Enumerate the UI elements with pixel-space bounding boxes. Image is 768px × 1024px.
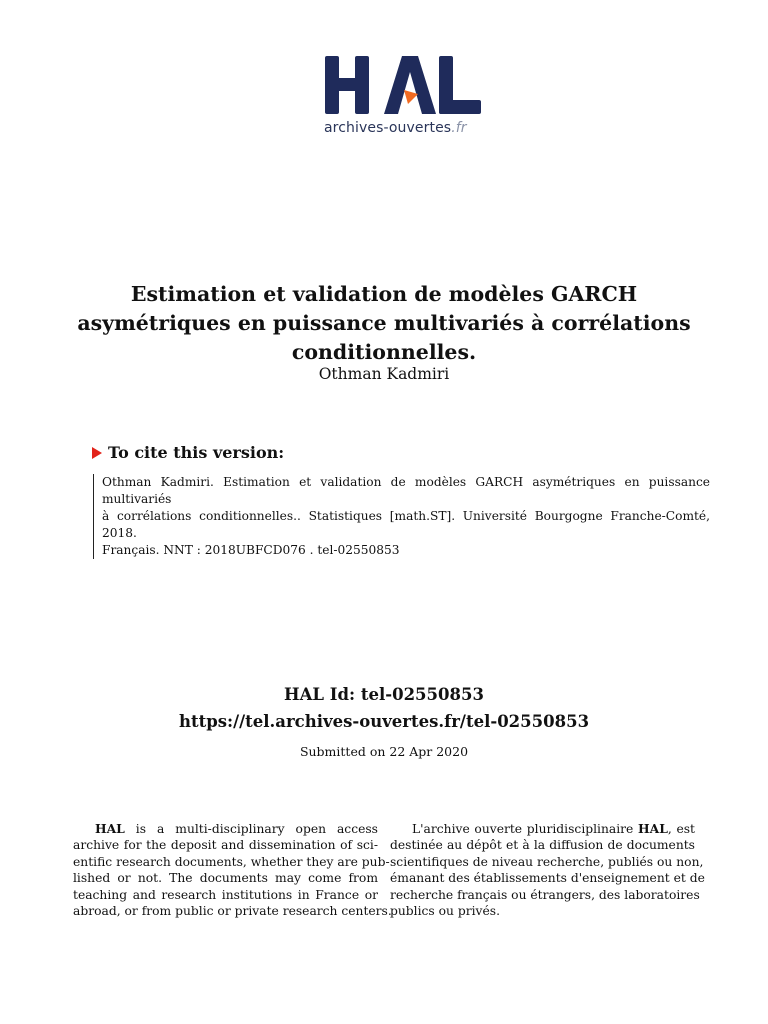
disclaimer-fr-line: destinée au dépôt et à la diffusion de documents [390, 838, 695, 853]
disclaimer-en-line: entific research documents, whether they are pub- [73, 854, 390, 869]
citation-line-2: à corrélations conditionnelles.. Statistiques [math.ST]. Université Bourgogne Franche-Comté, 2018. [102, 509, 710, 540]
hal-id: HAL Id: tel-02550853 [284, 685, 484, 704]
disclaimer-fr-line: émanant des établissements d'enseignement et de [390, 871, 705, 886]
title-line-3: conditionnelles. [291, 340, 477, 364]
disclaimer-fr-lead-bold: HAL [638, 821, 668, 836]
disclaimer-fr-lead-before: L'archive ouverte pluridisciplinaire [412, 822, 639, 836]
disclaimer-en-line-text: is a multi-disciplinary open access [135, 822, 378, 836]
disclaimer-en-line: lished or not. The documents may come from [73, 871, 378, 886]
title-line-1: Estimation et validation de modèles GARCH [130, 282, 638, 306]
logo-subtitle-suffix: .fr [451, 120, 467, 136]
citation-block [93, 474, 710, 559]
disclaimer-fr-line: scientifiques de niveau recherche, publiés ou non, [390, 854, 704, 869]
title-line-2: asymétriques en puissance multivariés à corrélations [77, 311, 691, 335]
disclaimer-fr-line [390, 821, 695, 837]
document-title [60, 280, 708, 367]
citation-line-3: Français. NNT : 2018UBFCD076 . tel-02550853 [102, 543, 400, 557]
hal-wordmark-icon [322, 54, 484, 116]
disclaimer-en-line [73, 821, 378, 837]
disclaimer-english [73, 821, 392, 919]
disclaimer-en-line: teaching and research institutions in France or [73, 887, 378, 902]
logo-subtitle-main: archives-ouvertes [324, 120, 452, 136]
disclaimer-fr-line: publics ou privés. [390, 904, 500, 919]
disclaimer-french [390, 821, 705, 919]
disclaimer-fr-lead-after: , est [667, 822, 695, 836]
submitted-date: Submitted on 22 Apr 2020 [299, 744, 469, 759]
citation-line-1: Othman Kadmiri. Estimation et validation de modèles GARCH asymétriques en puissance multivariés [102, 475, 710, 506]
disclaimer-en-line: abroad, or from public or private research centers. [73, 904, 392, 919]
document-author: Othman Kadmiri [318, 365, 450, 383]
disclaimer-fr-line: recherche français ou étrangers, des laboratoires [390, 887, 700, 902]
hal-logo-subtitle [324, 120, 467, 136]
disclaimer-en-line: archive for the deposit and dissemination of sci- [73, 838, 378, 853]
cite-heading [92, 443, 284, 462]
disclaimer-en-lead: HAL [95, 821, 125, 836]
cite-heading-label: To cite this version: [108, 443, 285, 462]
hal-url-link[interactable]: https://tel.archives-ouvertes.fr/tel-02550853 [178, 712, 590, 731]
triangle-bullet-icon [92, 447, 102, 459]
